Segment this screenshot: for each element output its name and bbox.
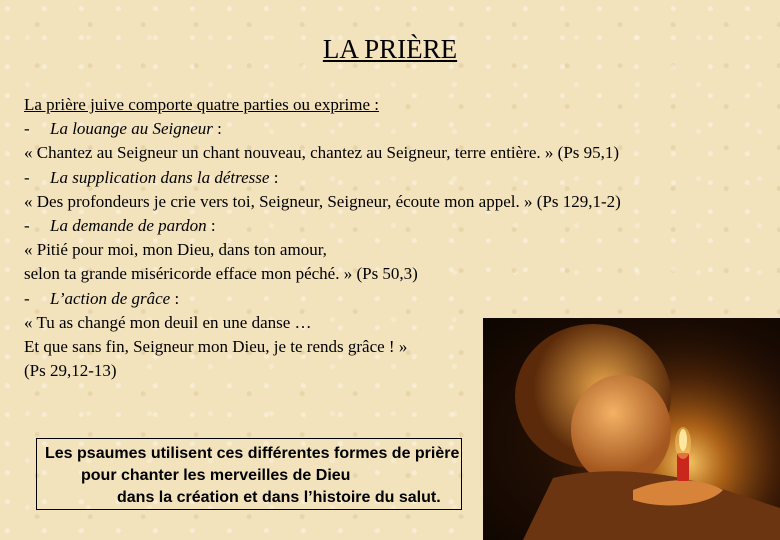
part-separator: : [170,288,180,308]
part-separator: : [206,216,216,236]
caption-line: pour chanter les merveilles de Dieu [81,467,351,484]
face-shape [571,375,671,485]
intro-line: La prière juive comporte quatre parties ou exprime : [24,95,379,114]
part-separator: : [212,119,222,139]
part-heading-thanksgiving [24,287,764,311]
candle-scene-illustration [483,318,780,540]
part-label: L’action de grâce [50,288,171,308]
part-heading-pardon [24,214,764,238]
list-dash: - [24,216,30,236]
part-separator: : [269,167,279,187]
part-heading-praise [24,117,764,141]
psalm-quote: selon ta grande miséricorde efface mon péché. » (Ps 50,3) [24,264,418,284]
part-label: La supplication dans la détresse [50,167,270,187]
psalm-reference: (Ps 29,12-13) [24,361,117,381]
part-label: La demande de pardon [50,216,207,236]
psalm-quote: « Tu as changé mon deuil en une danse … [24,312,312,332]
psalm-quote: « Des profondeurs je crie vers toi, Seigneur, Seigneur, écoute mon appel. » (Ps 129,1-2) [24,191,621,211]
list-dash: - [24,167,30,187]
list-dash: - [24,119,30,139]
psalm-quote: « Pitié pour moi, mon Dieu, dans ton amour, [24,240,327,260]
page-title: LA PRIÈRE [322,34,458,64]
part-label: La louange au Seigneur [50,119,213,139]
psalm-quote: Et que sans fin, Seigneur mon Dieu, je te rends grâce ! » [24,337,408,357]
part-heading-supplication [24,166,764,190]
caption-line: Les psaumes utilisent ces différentes formes de prière [45,445,460,462]
child-with-candle-photo [483,318,780,540]
psalm-quote: « Chantez au Seigneur un chant nouveau, chantez au Seigneur, terre entière. » (Ps 95,1) [24,143,620,163]
list-dash: - [24,288,30,308]
caption-line: dans la création et dans l’histoire du salut. [117,489,441,506]
caption-box [36,438,462,510]
